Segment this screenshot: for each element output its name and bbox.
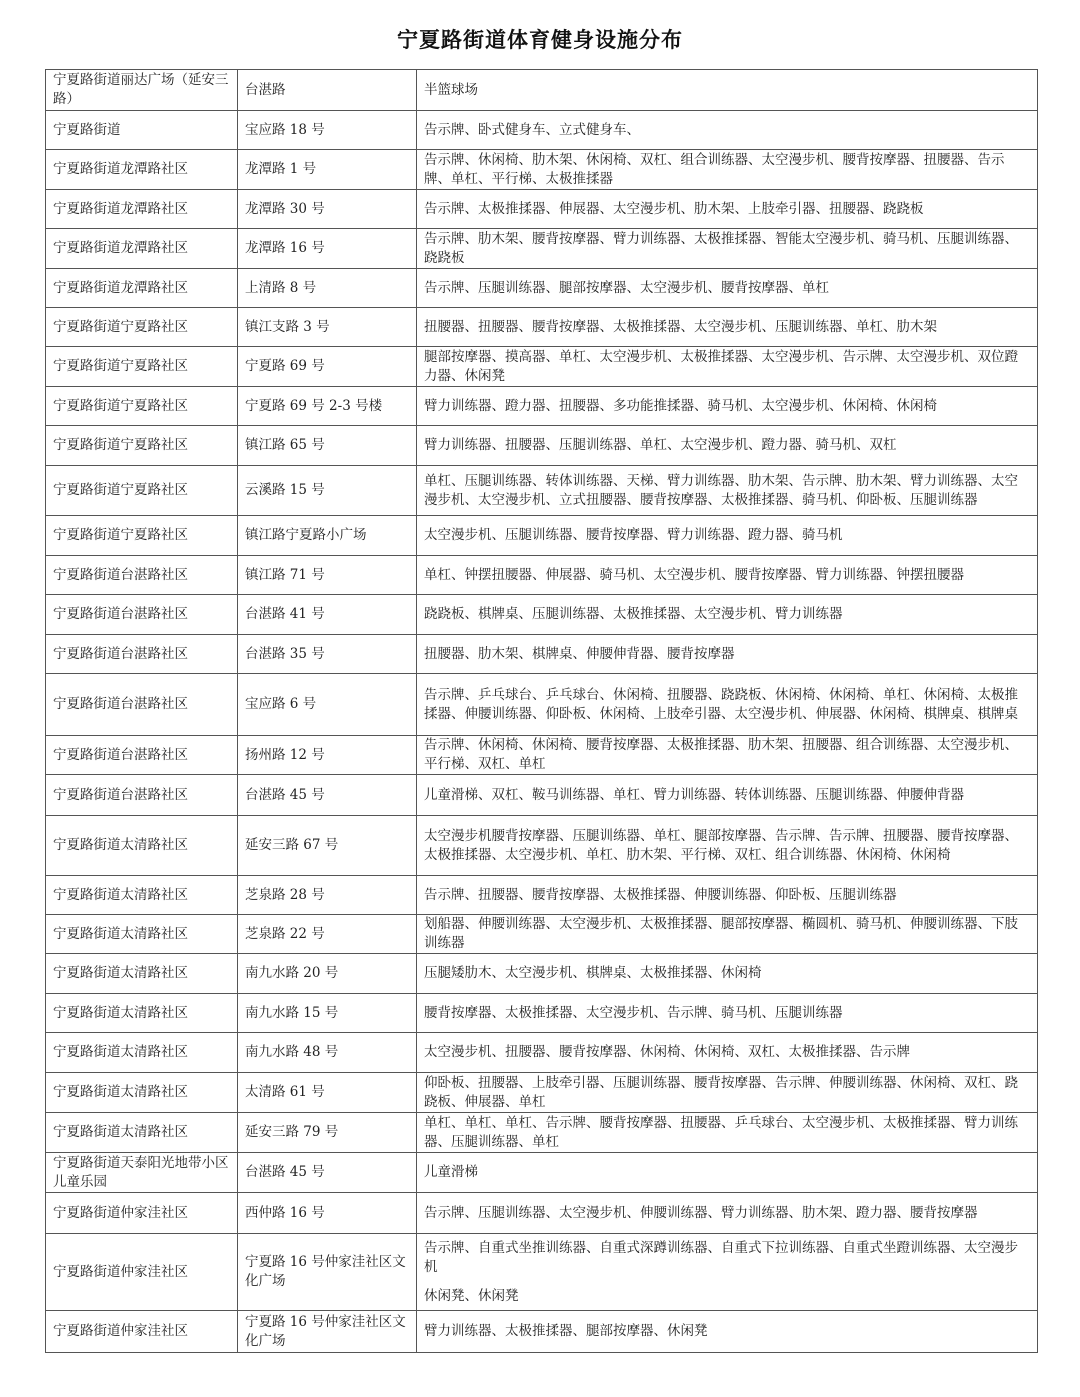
equipment-cell <box>417 1234 1038 1311</box>
table-row <box>46 775 1038 816</box>
facilities-table <box>45 69 1038 1353</box>
equipment-cell: 太空漫步机、压腿训练器、腰背按摩器、臂力训练器、蹬力器、骑马机 <box>417 516 1038 556</box>
community-cell: 宁夏路街道仲家洼社区 <box>46 1193 238 1234</box>
equipment-cell: 划船器、伸腰训练器、太空漫步机、太极推揉器、腿部按摩器、椭圆机、骑马机、伸腰训练器、下肢训练器 <box>417 915 1038 954</box>
address-cell: 南九水路 15 号 <box>238 994 417 1033</box>
table-row <box>46 516 1038 556</box>
equipment-cell: 告示牌、卧式健身车、立式健身车、 <box>417 111 1038 150</box>
community-cell: 宁夏路街道太清路社区 <box>46 915 238 954</box>
equipment-cell: 扭腰器、肋木架、棋牌桌、伸腰伸背器、腰背按摩器 <box>417 635 1038 674</box>
equipment-cell: 臂力训练器、蹬力器、扭腰器、多功能推揉器、骑马机、太空漫步机、休闲椅、休闲椅 <box>417 387 1038 426</box>
table-row <box>46 674 1038 736</box>
community-cell: 宁夏路街道太清路社区 <box>46 1033 238 1073</box>
community-cell: 宁夏路街道宁夏路社区 <box>46 516 238 556</box>
address-cell: 镇江路 71 号 <box>238 556 417 595</box>
address-cell: 扬州路 12 号 <box>238 736 417 775</box>
community-cell: 宁夏路街道太清路社区 <box>46 1073 238 1113</box>
address-cell: 西仲路 16 号 <box>238 1193 417 1234</box>
equipment-extra-text: 休闲凳、休闲凳 <box>424 1287 519 1304</box>
community-cell: 宁夏路街道太清路社区 <box>46 954 238 994</box>
community-cell: 宁夏路街道太清路社区 <box>46 876 238 915</box>
table-row <box>46 269 1038 308</box>
table-row <box>46 1311 1038 1353</box>
equipment-cell: 告示牌、休闲椅、休闲椅、腰背按摩器、太极推揉器、肋木架、扭腰器、组合训练器、太空漫步机、平行梯、双杠、单杠 <box>417 736 1038 775</box>
facilities-table-body <box>46 70 1038 1353</box>
equipment-cell: 腿部按摩器、摸高器、单杠、太空漫步机、太极推揉器、太空漫步机、告示牌、太空漫步机、双位蹬力器、休闲凳 <box>417 347 1038 387</box>
address-cell: 台湛路 45 号 <box>238 1153 417 1193</box>
address-cell: 延安三路 67 号 <box>238 816 417 876</box>
equipment-text: 告示牌、自重式坐推训练器、自重式深蹲训练器、自重式下拉训练器、自重式坐蹬训练器、太空漫步机 <box>424 1239 1018 1275</box>
community-cell: 宁夏路街道宁夏路社区 <box>46 466 238 516</box>
address-cell: 宝应路 6 号 <box>238 674 417 736</box>
equipment-cell: 告示牌、压腿训练器、太空漫步机、伸腰训练器、臂力训练器、肋木架、蹬力器、腰背按摩器 <box>417 1193 1038 1234</box>
community-cell: 宁夏路街道台湛路社区 <box>46 635 238 674</box>
community-cell: 宁夏路街道仲家洼社区 <box>46 1311 238 1353</box>
table-row <box>46 70 1038 111</box>
page-title: 宁夏路街道体育健身设施分布 <box>397 27 683 52</box>
table-row <box>46 736 1038 775</box>
equipment-cell: 臂力训练器、太极推揉器、腿部按摩器、休闲凳 <box>417 1311 1038 1353</box>
table-row <box>46 635 1038 674</box>
address-cell: 芝泉路 28 号 <box>238 876 417 915</box>
table-row <box>46 347 1038 387</box>
equipment-cell: 扭腰器、扭腰器、腰背按摩器、太极推揉器、太空漫步机、压腿训练器、单杠、肋木架 <box>417 308 1038 347</box>
table-row <box>46 426 1038 466</box>
equipment-cell: 告示牌、休闲椅、肋木架、休闲椅、双杠、组合训练器、太空漫步机、腰背按摩器、扭腰器、告示牌、单杠、平行梯、太极推揉器 <box>417 150 1038 190</box>
equipment-cell: 单杠、压腿训练器、转体训练器、天梯、臂力训练器、肋木架、告示牌、肋木架、臂力训练器、太空漫步机、太空漫步机、立式扭腰器、腰背按摩器、太极推揉器、骑马机、仰卧板、压腿训练器 <box>417 466 1038 516</box>
address-cell: 宁夏路 69 号 <box>238 347 417 387</box>
community-cell: 宁夏路街道龙潭路社区 <box>46 190 238 229</box>
community-cell: 宁夏路街道天泰阳光地带小区儿童乐园 <box>46 1153 238 1193</box>
address-cell: 龙潭路 30 号 <box>238 190 417 229</box>
address-cell: 芝泉路 22 号 <box>238 915 417 954</box>
equipment-cell: 告示牌、太极推揉器、伸展器、太空漫步机、肋木架、上肢牵引器、扭腰器、跷跷板 <box>417 190 1038 229</box>
address-cell: 龙潭路 1 号 <box>238 150 417 190</box>
address-cell: 宝应路 18 号 <box>238 111 417 150</box>
community-cell: 宁夏路街道宁夏路社区 <box>46 387 238 426</box>
table-row <box>46 111 1038 150</box>
equipment-cell: 太空漫步机腰背按摩器、压腿训练器、单杠、腿部按摩器、告示牌、告示牌、扭腰器、腰背按摩器、太极推揉器、太空漫步机、单杠、肋木架、平行梯、双杠、组合训练器、休闲椅、休闲椅 <box>417 816 1038 876</box>
equipment-cell: 臂力训练器、扭腰器、压腿训练器、单杠、太空漫步机、蹬力器、骑马机、双杠 <box>417 426 1038 466</box>
address-cell: 宁夏路 16 号仲家洼社区文化广场 <box>238 1234 417 1311</box>
equipment-cell: 单杠、钟摆扭腰器、伸展器、骑马机、太空漫步机、腰背按摩器、臂力训练器、钟摆扭腰器 <box>417 556 1038 595</box>
table-row <box>46 816 1038 876</box>
address-cell: 台湛路 41 号 <box>238 595 417 635</box>
address-cell: 太清路 61 号 <box>238 1073 417 1113</box>
table-row <box>46 190 1038 229</box>
community-cell: 宁夏路街道台湛路社区 <box>46 595 238 635</box>
table-row <box>46 308 1038 347</box>
table-row <box>46 556 1038 595</box>
equipment-cell: 儿童滑梯、双杠、鞍马训练器、单杠、臂力训练器、转体训练器、压腿训练器、伸腰伸背器 <box>417 775 1038 816</box>
address-cell: 延安三路 79 号 <box>238 1113 417 1153</box>
equipment-cell: 告示牌、扭腰器、腰背按摩器、太极推揉器、伸腰训练器、仰卧板、压腿训练器 <box>417 876 1038 915</box>
address-cell: 南九水路 48 号 <box>238 1033 417 1073</box>
table-row <box>46 1033 1038 1073</box>
community-cell: 宁夏路街道台湛路社区 <box>46 556 238 595</box>
equipment-cell: 跷跷板、棋牌桌、压腿训练器、太极推揉器、太空漫步机、臂力训练器 <box>417 595 1038 635</box>
equipment-cell: 告示牌、乒乓球台、乒乓球台、休闲椅、扭腰器、跷跷板、休闲椅、休闲椅、单杠、休闲椅、太极推揉器、伸腰训练器、仰卧板、休闲椅、上肢牵引器、太空漫步机、伸展器、休闲椅、棋牌桌、棋牌桌 <box>417 674 1038 736</box>
equipment-cell: 单杠、单杠、单杠、告示牌、腰背按摩器、扭腰器、乒乓球台、太空漫步机、太极推揉器、臂力训练器、压腿训练器、单杠 <box>417 1113 1038 1153</box>
address-cell: 南九水路 20 号 <box>238 954 417 994</box>
community-cell: 宁夏路街道太清路社区 <box>46 994 238 1033</box>
address-cell: 云溪路 15 号 <box>238 466 417 516</box>
address-cell: 镇江支路 3 号 <box>238 308 417 347</box>
table-row <box>46 1073 1038 1113</box>
table-row <box>46 1234 1038 1311</box>
community-cell: 宁夏路街道龙潭路社区 <box>46 150 238 190</box>
community-cell: 宁夏路街道宁夏路社区 <box>46 426 238 466</box>
table-row <box>46 1113 1038 1153</box>
table-row <box>46 876 1038 915</box>
equipment-cell: 腰背按摩器、太极推揉器、太空漫步机、告示牌、骑马机、压腿训练器 <box>417 994 1038 1033</box>
address-cell: 宁夏路 69 号 2-3 号楼 <box>238 387 417 426</box>
community-cell: 宁夏路街道宁夏路社区 <box>46 308 238 347</box>
community-cell: 宁夏路街道台湛路社区 <box>46 775 238 816</box>
address-cell: 镇江路 65 号 <box>238 426 417 466</box>
community-cell: 宁夏路街道龙潭路社区 <box>46 229 238 269</box>
table-row <box>46 1193 1038 1234</box>
table-row <box>46 229 1038 269</box>
table-row <box>46 994 1038 1033</box>
address-cell: 台湛路 45 号 <box>238 775 417 816</box>
table-row <box>46 387 1038 426</box>
community-cell: 宁夏路街道台湛路社区 <box>46 674 238 736</box>
community-cell: 宁夏路街道太清路社区 <box>46 1113 238 1153</box>
community-cell: 宁夏路街道台湛路社区 <box>46 736 238 775</box>
community-cell: 宁夏路街道宁夏路社区 <box>46 347 238 387</box>
address-cell: 龙潭路 16 号 <box>238 229 417 269</box>
table-row <box>46 595 1038 635</box>
equipment-cell: 告示牌、肋木架、腰背按摩器、臂力训练器、太极推揉器、智能太空漫步机、骑马机、压腿训练器、跷跷板 <box>417 229 1038 269</box>
equipment-cell: 仰卧板、扭腰器、上肢牵引器、压腿训练器、腰背按摩器、告示牌、伸腰训练器、休闲椅、双杠、跷跷板、伸展器、单杠 <box>417 1073 1038 1113</box>
equipment-cell: 压腿矮肋木、太空漫步机、棋牌桌、太极推揉器、休闲椅 <box>417 954 1038 994</box>
community-cell: 宁夏路街道丽达广场（延安三路） <box>46 70 238 111</box>
address-cell: 宁夏路 16 号仲家洼社区文化广场 <box>238 1311 417 1353</box>
address-cell: 镇江路宁夏路小广场 <box>238 516 417 556</box>
equipment-cell: 儿童滑梯 <box>417 1153 1038 1193</box>
address-cell: 上清路 8 号 <box>238 269 417 308</box>
address-cell: 台湛路 <box>238 70 417 111</box>
community-cell: 宁夏路街道龙潭路社区 <box>46 269 238 308</box>
equipment-cell: 告示牌、压腿训练器、腿部按摩器、太空漫步机、腰背按摩器、单杠 <box>417 269 1038 308</box>
community-cell: 宁夏路街道仲家洼社区 <box>46 1234 238 1311</box>
address-cell: 台湛路 35 号 <box>238 635 417 674</box>
table-row <box>46 915 1038 954</box>
equipment-cell: 太空漫步机、扭腰器、腰背按摩器、休闲椅、休闲椅、双杠、太极推揉器、告示牌 <box>417 1033 1038 1073</box>
table-row <box>46 466 1038 516</box>
table-row <box>46 1153 1038 1193</box>
table-row <box>46 954 1038 994</box>
community-cell: 宁夏路街道 <box>46 111 238 150</box>
community-cell: 宁夏路街道太清路社区 <box>46 816 238 876</box>
equipment-cell: 半篮球场 <box>417 70 1038 111</box>
table-row <box>46 150 1038 190</box>
